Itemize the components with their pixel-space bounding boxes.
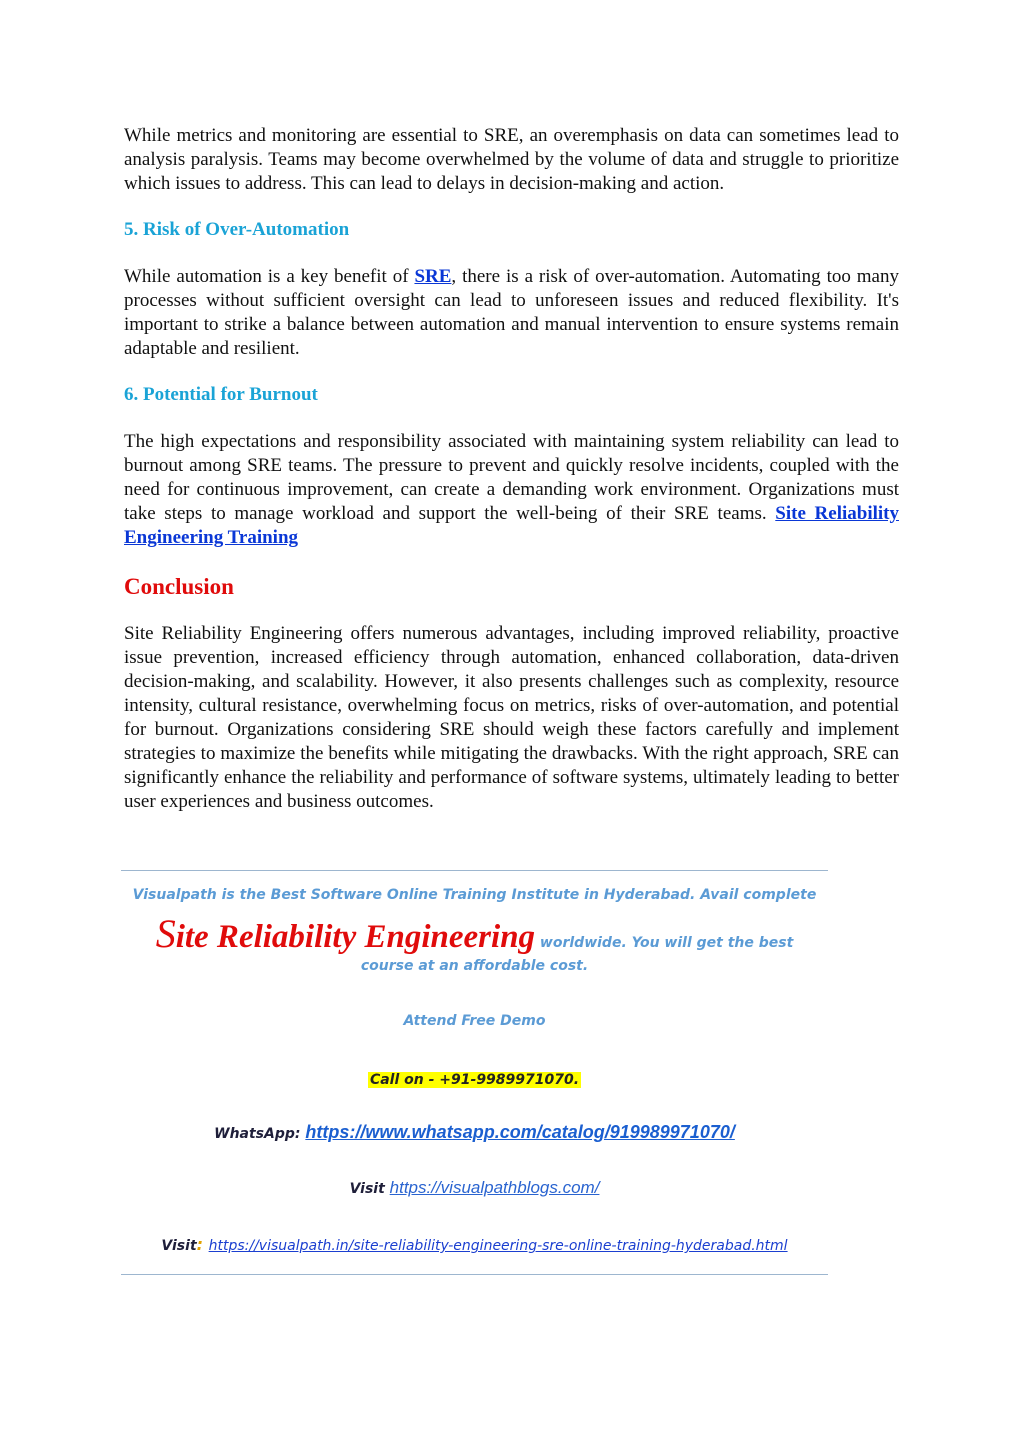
promo-line-1: Visualpath is the Best Software Online Training Institute in Hyderabad. Avail complete: [132, 887, 817, 903]
sre-title-initial: S: [155, 911, 176, 956]
section-5-heading: 5. Risk of Over-Automation: [124, 219, 350, 240]
conclusion-heading: Conclusion: [124, 574, 234, 599]
intro-paragraph: While metrics and monitoring are essential to SRE, an overemphasis on data can sometimes lead to analysis paralysis. Teams may become overwhelmed by the volume of data and struggle to prioritize which issues to address. This can lead to delays in decision-making and action.: [124, 125, 899, 194]
sre-title: [155, 911, 536, 956]
promo-top-divider: [121, 870, 828, 871]
visit-label: Visit: [349, 1181, 390, 1197]
promo-bottom-divider: [121, 1274, 828, 1275]
visit-course-line: [121, 1235, 828, 1254]
call-number: Call on - +91-9989971070.: [369, 1072, 580, 1088]
promo-line-3: course at an affordable cost.: [360, 958, 589, 974]
sre-title-rest: ite Reliability Engineering: [175, 919, 536, 955]
whatsapp-line: [121, 1122, 828, 1143]
visit-blog-line: [121, 1178, 828, 1198]
section-6-paragraph: [124, 430, 899, 550]
whatsapp-link[interactable]: https://www.whatsapp.com/catalog/919989971070/: [305, 1122, 735, 1142]
section-5-text-after: , there is a risk of over-automation. Automating too many processes without sufficient oversight can lead to unforeseen issues and reduced flexibility. It's important to strike a balance between automation and manual intervention to ensure systems remain adaptable and resilient.: [124, 266, 899, 359]
document-body: [124, 124, 899, 814]
section-6-text: The high expectations and responsibility associated with maintaining system reliability can lead to burnout among SRE teams. The pressure to prevent and quickly resolve incidents, coupled with the need for continuous improvement, can create a demanding work environment. Organizations must take steps to manage workload and support the well-being of their SRE teams.: [124, 431, 899, 524]
sre-link[interactable]: SRE: [414, 266, 452, 287]
promo-line-2-tail: worldwide. You will get the best: [535, 935, 794, 951]
blog-link[interactable]: https://visualpathblogs.com/: [389, 1178, 600, 1197]
course-page-link[interactable]: https://visualpath.in/site-reliability-engineering-sre-online-training-hyderabad.html: [208, 1238, 788, 1254]
section-6-heading: 6. Potential for Burnout: [124, 384, 318, 405]
sre-training-link[interactable]: Site Reliability Engineering Training: [124, 503, 899, 548]
section-5-text-before: While automation is a key benefit of: [124, 266, 415, 287]
section-5-paragraph: [124, 265, 899, 361]
conclusion-paragraph: Site Reliability Engineering offers numerous advantages, including improved reliability, proactive issue prevention, increased efficiency through automation, enhanced collaboration, data-driven decision-making, and scalability. However, it also presents challenges such as complexity, resource intensity, cultural resistance, overwhelming focus on metrics, risks of over-automation, and potential for burnout. Organizations considering SRE should weigh these factors carefully and implement strategies to maximize the benefits while mitigating the drawbacks. With the right approach, SRE can significantly enhance the reliability and performance of software systems, ultimately leading to better user experiences and business outcomes.: [124, 623, 899, 812]
visit-course-label: Visit: [161, 1238, 197, 1254]
attend-demo: Attend Free Demo: [403, 1013, 546, 1029]
visit-course-colon: :: [196, 1235, 209, 1254]
whatsapp-label: WhatsApp:: [214, 1126, 306, 1142]
call-line: [121, 1069, 828, 1088]
